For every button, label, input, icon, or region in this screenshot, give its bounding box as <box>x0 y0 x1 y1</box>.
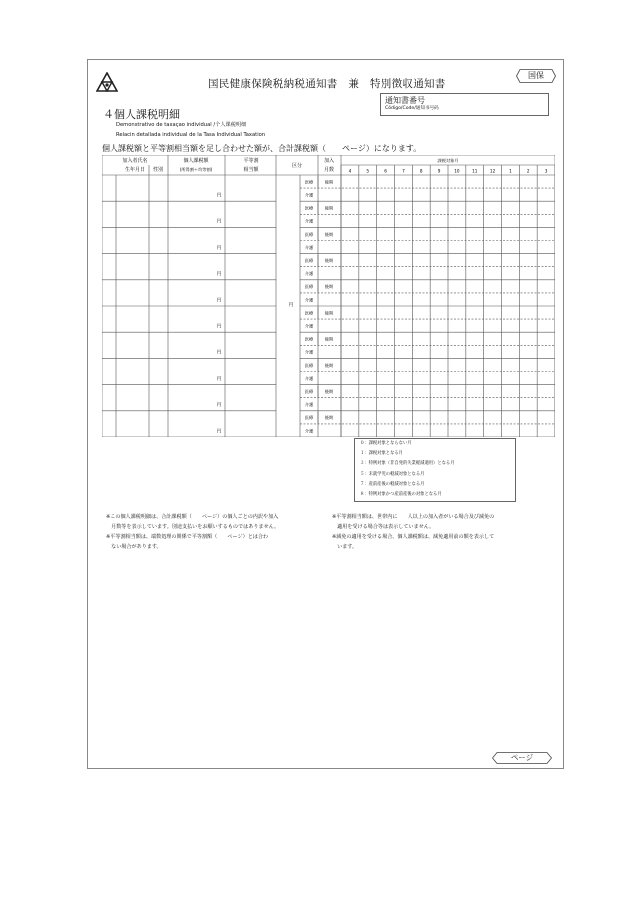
individual-tax-yen: 円 <box>216 298 222 304</box>
month-header: 3 <box>544 168 548 174</box>
category-medical: 医療 <box>304 179 314 185</box>
month-header: 2 <box>526 168 530 174</box>
page-number-tag <box>492 752 552 764</box>
category-elderly: 後期 <box>324 336 334 342</box>
individual-tax-yen: 円 <box>216 403 222 409</box>
individual-tax-yen: 円 <box>216 376 222 382</box>
note-left-4: ない場合があります。 <box>106 544 162 550</box>
section-subtitle-portuguese: Demonstrativo de taxaçao individual /个人课税明细 <box>116 122 247 128</box>
legend-item: ３：特例対象（非自発的失業軽減適用）となる月 <box>360 461 455 467</box>
individual-tax-yen: 円 <box>216 324 222 330</box>
col-header-months-title: 課税対象月 <box>437 158 459 163</box>
individual-tax-table <box>102 155 555 437</box>
status-code-legend <box>354 438 516 502</box>
month-header: 7 <box>402 168 405 174</box>
tax-notice-page <box>87 59 564 769</box>
insurance-type-tag <box>516 69 556 83</box>
col-header-join-2: 月数 <box>323 167 335 173</box>
individual-tax-yen: 円 <box>216 193 222 199</box>
category-medical: 医療 <box>304 231 314 237</box>
note-right-1: ※平等割相当額は、世帯内に 人以上の加入者がいる場合及び減免の <box>332 514 495 520</box>
month-header: 5 <box>366 168 370 174</box>
category-care: 介護 <box>304 349 314 355</box>
city-emblem-icon <box>96 72 118 92</box>
month-header: 8 <box>419 168 423 174</box>
individual-tax-yen: 円 <box>216 350 222 356</box>
note-left-2: 月数等を表示しています。別途支払いをお願いするものではありません。 <box>106 524 280 530</box>
month-header: 9 <box>437 168 441 174</box>
category-elderly: 後期 <box>324 284 334 290</box>
category-care: 介護 <box>304 218 314 224</box>
category-care: 介護 <box>304 323 314 329</box>
note-left-3: ※平等割相当額は、端数処理の関係で平等割額（ ページ）とは合わ <box>106 534 269 540</box>
col-header-join-1: 加入 <box>323 158 335 164</box>
col-header-tax-sub: (所得割＋均等割) <box>179 167 213 172</box>
month-header: 10 <box>454 168 460 174</box>
note-right-2: 適用を受ける場合等は表示していません。 <box>332 524 435 530</box>
col-header-dob: 生年月日 <box>124 167 146 173</box>
legend-item: ０：課税対象とならない月 <box>360 441 412 446</box>
col-header-category: 区分 <box>291 163 303 169</box>
document-title: 国民健康保険税納税通知書 兼 特別徴収通知書 <box>208 78 446 90</box>
col-header-flat-1: 平等割 <box>243 158 259 164</box>
legend-item: ８：特例対象かつ産前産後の対象となる月 <box>360 491 442 497</box>
col-header-tax: 個人課税額 <box>183 158 209 164</box>
individual-tax-yen: 円 <box>216 429 222 435</box>
category-medical: 医療 <box>304 415 314 421</box>
category-care: 介護 <box>304 428 314 434</box>
month-header: 4 <box>348 168 352 174</box>
category-elderly: 後期 <box>324 257 334 263</box>
individual-tax-yen: 円 <box>216 245 222 251</box>
category-elderly: 後期 <box>324 362 334 368</box>
category-care: 介護 <box>304 297 314 303</box>
section-subtitle-spanish: Relacin detallada individual de la Tasa Individual Taxation <box>116 132 266 138</box>
category-elderly: 後期 <box>324 415 334 421</box>
month-header: 11 <box>472 168 478 174</box>
page-label: ページ <box>510 753 534 762</box>
category-elderly: 後期 <box>324 388 334 394</box>
notice-number-label: 通知書番号 <box>385 96 425 105</box>
month-header: 1 <box>509 168 512 174</box>
individual-tax-yen: 円 <box>216 272 222 278</box>
flat-amount-yen: 円 <box>288 303 294 308</box>
category-medical: 医療 <box>304 336 314 342</box>
category-elderly: 後期 <box>324 310 334 316</box>
notice-number-box <box>380 93 549 116</box>
col-header-sex: 性別 <box>152 167 164 173</box>
category-care: 介護 <box>304 402 314 408</box>
category-medical: 医療 <box>304 388 314 394</box>
category-care: 介護 <box>304 192 314 198</box>
category-medical: 医療 <box>304 362 314 368</box>
category-elderly: 後期 <box>324 231 334 237</box>
legend-item: ５：未就学児の軽減対象となる月 <box>360 471 425 477</box>
insurance-type-label: 国保 <box>528 71 544 80</box>
notice-number-sublabel: Código/Code/通知书号码 <box>385 106 439 111</box>
col-header-name: 加入者氏名 <box>122 158 148 164</box>
category-elderly: 後期 <box>324 179 334 185</box>
individual-tax-yen: 円 <box>216 219 222 225</box>
month-header: 6 <box>384 168 387 174</box>
note-left-1: ※この個人課税明細は、合計課税額（ ページ）の個人ごとの内訳や加入 <box>106 514 279 520</box>
month-header: 12 <box>489 168 496 174</box>
category-care: 介護 <box>304 271 314 277</box>
category-medical: 医療 <box>304 310 314 316</box>
category-medical: 医療 <box>304 284 314 290</box>
category-elderly: 後期 <box>324 205 334 211</box>
summary-sentence: 個人課税額と平等割相当額を足し合わせた額が、合計課税額（ ページ）になります。 <box>102 144 422 153</box>
legend-item: １：課税対象となる月 <box>360 451 403 457</box>
category-care: 介護 <box>304 375 314 381</box>
note-right-4: います。 <box>332 544 358 550</box>
note-right-3: ※減免の適用を受ける場合、個人課税額は、減免適用前の額を表示して <box>332 534 495 540</box>
col-header-flat-2: 相当額 <box>243 167 259 173</box>
category-care: 介護 <box>304 244 314 250</box>
category-medical: 医療 <box>304 257 314 263</box>
category-medical: 医療 <box>304 205 314 211</box>
legend-item: ７：産前産後の軽減対象となる月 <box>360 481 425 487</box>
section-title: ４個人課税明細 <box>103 108 180 121</box>
